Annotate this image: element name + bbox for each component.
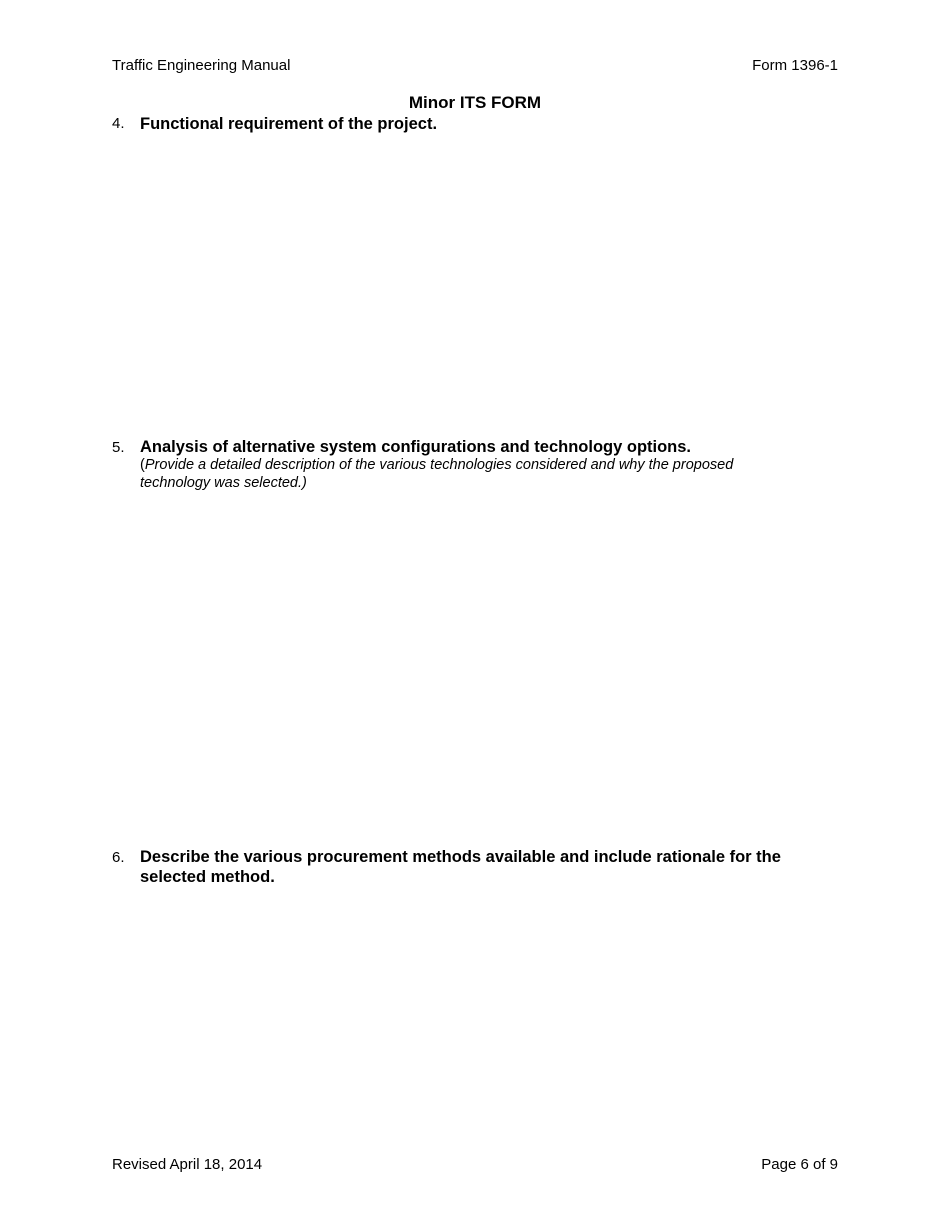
header-manual-name: Traffic Engineering Manual	[112, 57, 291, 74]
item-5-note	[140, 456, 800, 492]
item-4-question: Functional requirement of the project.	[140, 115, 438, 133]
page-title: Minor ITS FORM	[408, 93, 542, 112]
footer-revised-date: Revised April 18, 2014	[112, 1156, 263, 1173]
item-6-question-line2: selected method.	[140, 868, 275, 886]
footer-page-number: Page 6 of 9	[761, 1156, 838, 1173]
header-form-number: Form 1396-1	[752, 57, 838, 74]
item-4-number: 4.	[112, 115, 125, 132]
note-text: Provide a detailed description of the various technologies considered and why the proposed technology was selected.)	[140, 457, 734, 491]
item-6-number: 6.	[112, 849, 125, 866]
note-open-paren: (	[140, 457, 145, 473]
item-6-question-line1: Describe the various procurement methods available and include rationale for the	[140, 848, 781, 866]
item-5-number: 5.	[112, 439, 125, 456]
item-5-question: Analysis of alternative system configurations and technology options.	[140, 438, 692, 456]
